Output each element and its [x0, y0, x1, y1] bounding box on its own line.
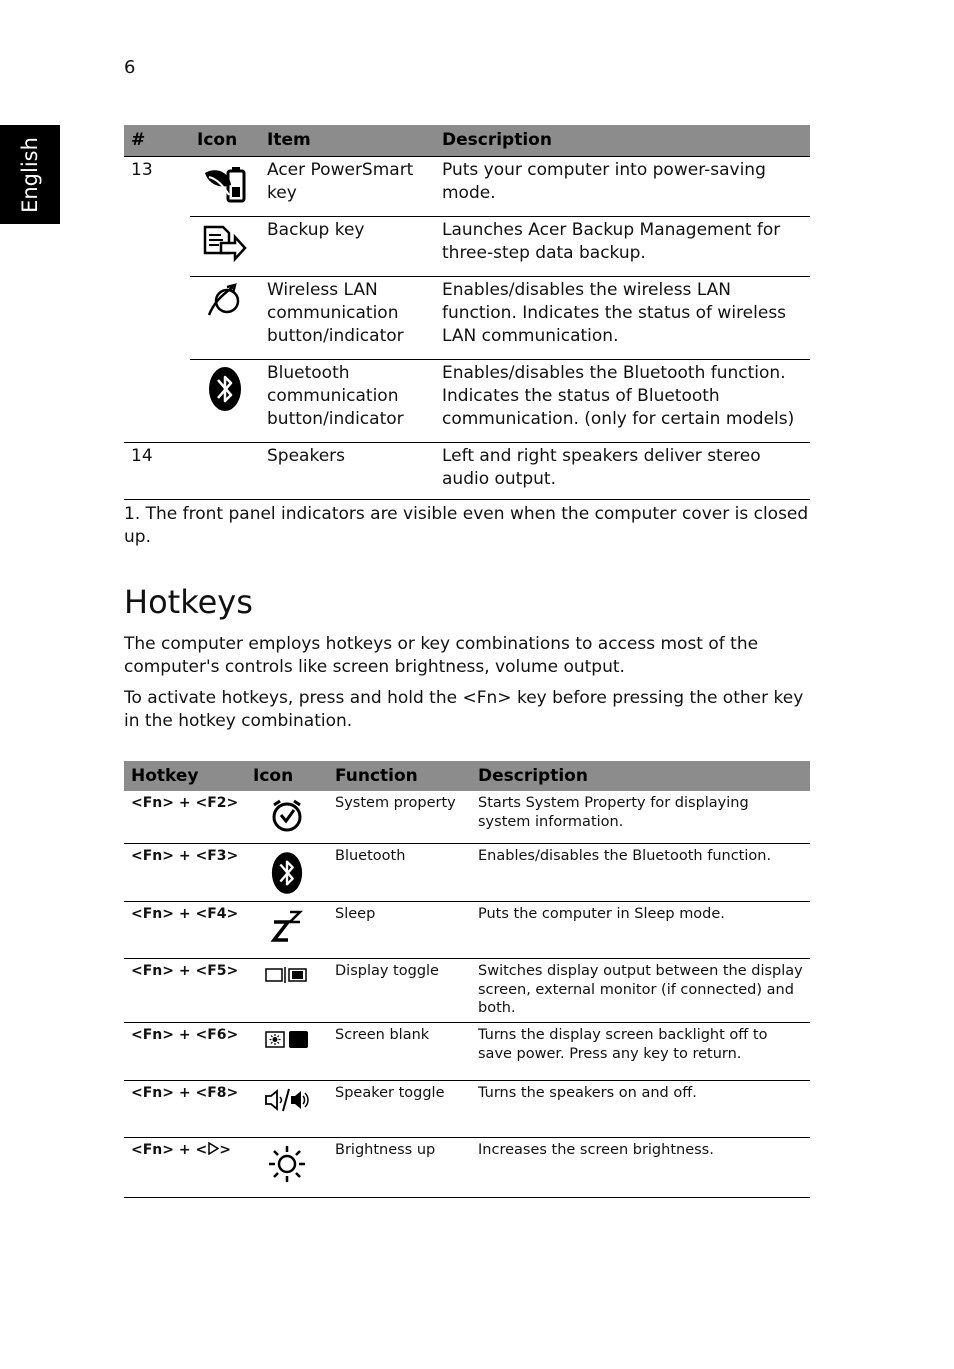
table-row [124, 959, 810, 1023]
activate-paragraph [124, 687, 814, 733]
table-row [124, 1138, 810, 1198]
table-header-row [124, 761, 810, 791]
hotkey-combo-suffix: > [219, 1142, 231, 1158]
header-item: Item [260, 125, 435, 157]
hotkey-combo-prefix: <Fn> + < [131, 1142, 208, 1158]
hotkey-description: Switches display output between the display screen, external monitor (if connected) and both. [471, 959, 810, 1023]
empty-icon-cell [190, 443, 260, 500]
row-number: 13 [124, 157, 190, 443]
header-function: Function [328, 761, 471, 791]
table-row [124, 1081, 810, 1138]
row-number: 14 [124, 443, 190, 500]
wireless-lan-icon [190, 277, 260, 360]
page-number: 6 [124, 57, 136, 78]
header-icon: Icon [190, 125, 260, 157]
section-title: Hotkeys [124, 583, 253, 621]
activate-text-after: key before pressing the other key in the hotkey combination. [124, 688, 804, 731]
hotkey-function: Sleep [328, 902, 471, 959]
hotkey-function: Speaker toggle [328, 1081, 471, 1138]
table-row [124, 902, 810, 959]
backup-icon [190, 217, 260, 277]
item-label: Backup key [260, 217, 435, 277]
hotkey-combo [124, 1138, 246, 1198]
language-tab-label: English [18, 136, 43, 213]
hotkey-description: Starts System Property for displaying system information. [471, 791, 810, 843]
hotkey-combo: <Fn> + <F2> [124, 791, 246, 843]
components-table [124, 125, 810, 500]
right-arrow-key-icon [207, 1142, 219, 1155]
table-header-row [124, 125, 810, 157]
item-description: Left and right speakers deliver stereo audio output. [435, 443, 810, 500]
footnote: 1. The front panel indicators are visible even when the computer cover is closed up. [124, 504, 809, 547]
item-description: Puts your computer into power-saving mode. [435, 157, 810, 217]
hotkey-combo: <Fn> + <F4> [124, 902, 246, 959]
bluetooth-icon [190, 360, 260, 443]
activate-text-before: To activate hotkeys, press and hold the [124, 688, 463, 708]
powersmart-leaf-battery-icon [190, 157, 260, 217]
table-row [124, 277, 810, 360]
screen-blank-icon [246, 1023, 328, 1081]
hotkey-combo: <Fn> + <F5> [124, 959, 246, 1023]
header-icon: Icon [246, 761, 328, 791]
table-row [124, 360, 810, 443]
item-label: Wireless LAN communication button/indicator [260, 277, 435, 360]
hotkey-combo: <Fn> + <F3> [124, 843, 246, 902]
item-label: Acer PowerSmart key [260, 157, 435, 217]
system-property-icon [246, 791, 328, 843]
hotkey-combo: <Fn> + <F8> [124, 1081, 246, 1138]
hotkey-description: Increases the screen brightness. [471, 1138, 810, 1198]
bluetooth-icon [246, 843, 328, 902]
hotkey-function: System property [328, 791, 471, 843]
header-number: # [124, 125, 190, 157]
table-row [124, 443, 810, 500]
item-label: Bluetooth communication button/indicator [260, 360, 435, 443]
item-description: Launches Acer Backup Management for three-step data backup. [435, 217, 810, 277]
table-row [124, 217, 810, 277]
header-description: Description [435, 125, 810, 157]
hotkey-function: Display toggle [328, 959, 471, 1023]
table-row [124, 843, 810, 902]
hotkey-description: Turns the display screen backlight off to save power. Press any key to return. [471, 1023, 810, 1081]
hotkey-description: Turns the speakers on and off. [471, 1081, 810, 1138]
hotkey-function: Bluetooth [328, 843, 471, 902]
hotkey-function: Brightness up [328, 1138, 471, 1198]
fn-key-label: <Fn> [462, 688, 512, 708]
intro-paragraph: The computer employs hotkeys or key combinations to access most of the computer's controls like screen brightness, volume output. [124, 634, 759, 677]
hotkey-combo: <Fn> + <F6> [124, 1023, 246, 1081]
display-toggle-icon [246, 959, 328, 1023]
hotkey-table [124, 761, 810, 1198]
hotkey-function: Screen blank [328, 1023, 471, 1081]
item-description: Enables/disables the Bluetooth function. Indicates the status of Bluetooth communication. (only for certain models) [435, 360, 810, 443]
table-row [124, 791, 810, 843]
header-description: Description [471, 761, 810, 791]
hotkey-description: Enables/disables the Bluetooth function. [471, 843, 810, 902]
item-label: Speakers [260, 443, 435, 500]
sleep-icon [246, 902, 328, 959]
item-description: Enables/disables the wireless LAN function. Indicates the status of wireless LAN communication. [435, 277, 810, 360]
speaker-toggle-icon [246, 1081, 328, 1138]
hotkey-description: Puts the computer in Sleep mode. [471, 902, 810, 959]
brightness-up-icon [246, 1138, 328, 1198]
table-row [124, 1023, 810, 1081]
header-hotkey: Hotkey [124, 761, 246, 791]
language-tab [0, 125, 60, 224]
table-row [124, 157, 810, 217]
